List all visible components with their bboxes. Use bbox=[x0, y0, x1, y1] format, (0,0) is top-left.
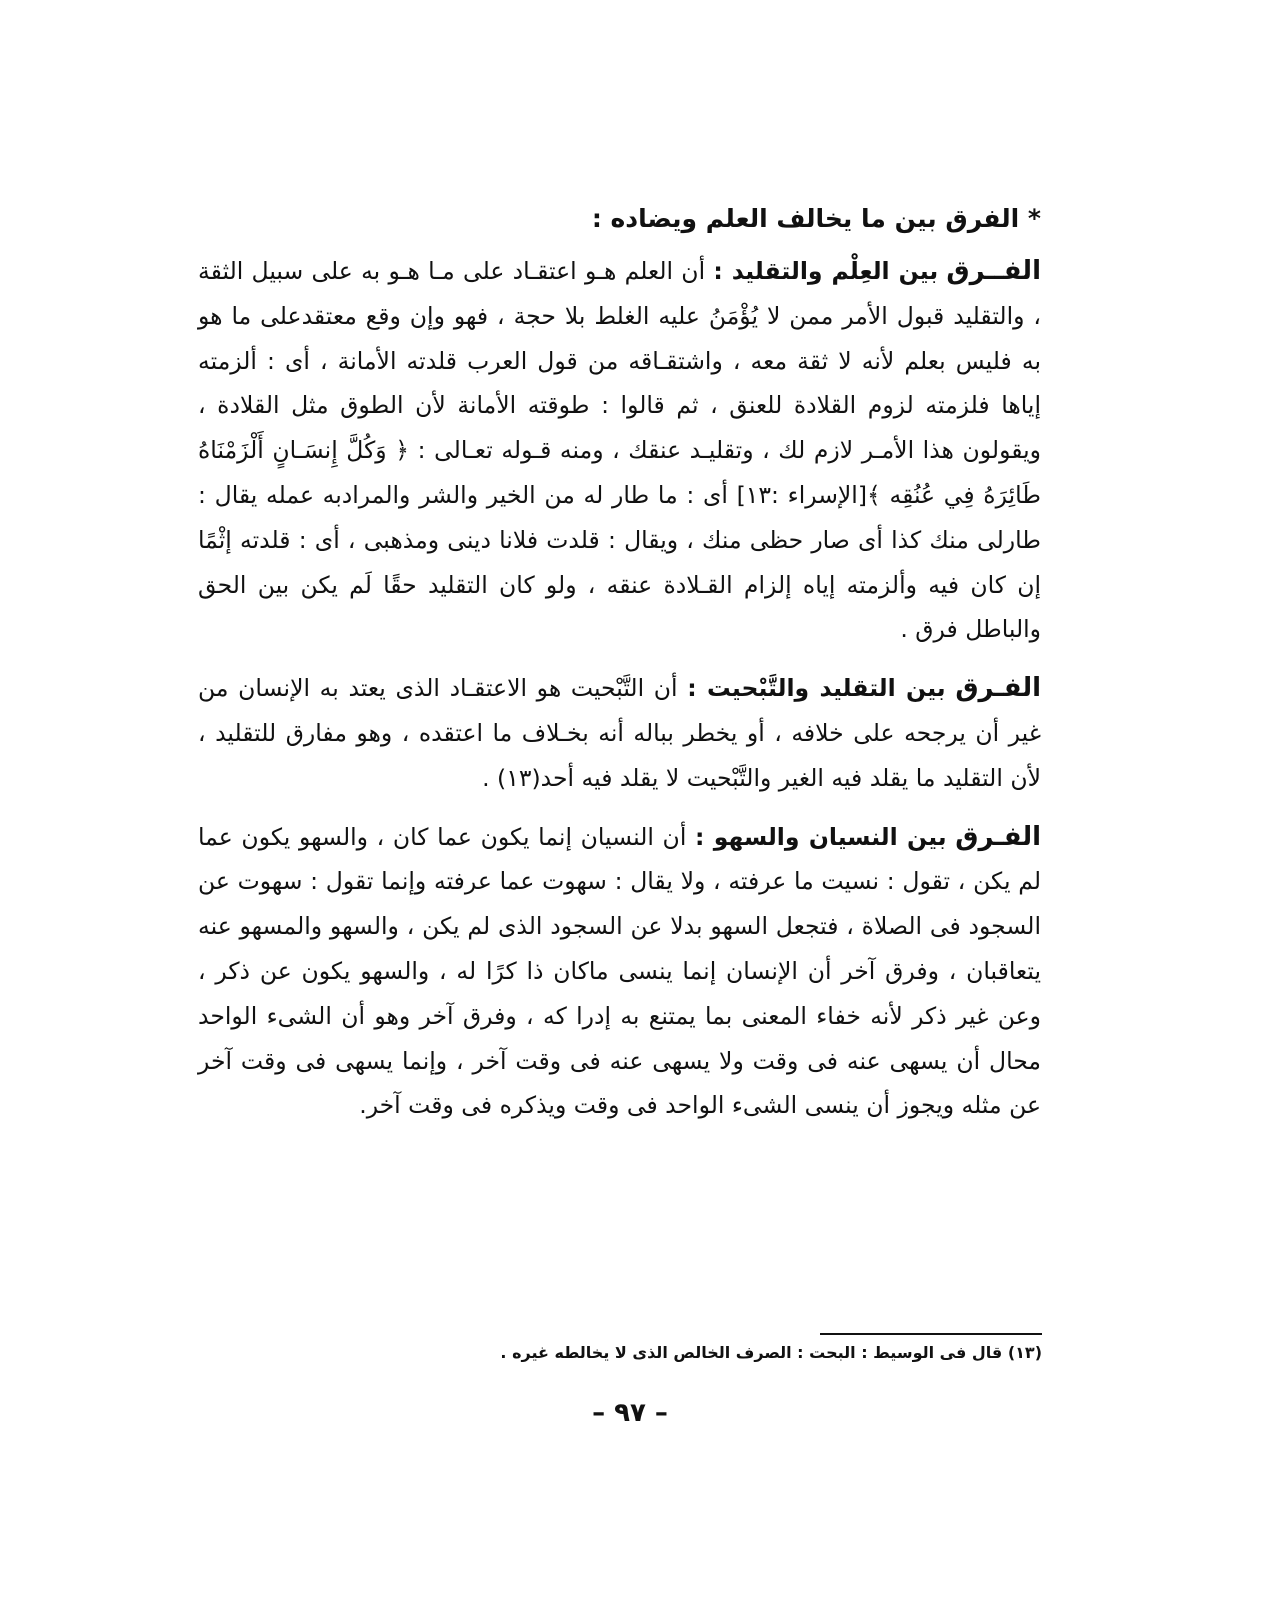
footnote: (١٣) قال فى الوسيط : البحت : الصرف الخالص الذى لا يخالطه غيره . bbox=[500, 1343, 1042, 1362]
section-heading: * الفرق بين ما يخالف العلم ويضاده : bbox=[591, 204, 1041, 233]
paragraph-imitation-tabhit bbox=[198, 666, 1041, 800]
footnote-divider bbox=[820, 1333, 1042, 1335]
main-text bbox=[198, 197, 1041, 1142]
paragraph-term: بين العِلْم والتقليد : bbox=[713, 257, 939, 285]
paragraph-term: بين النسيان والسهو : bbox=[695, 822, 947, 851]
paragraph-knowledge-imitation bbox=[198, 249, 1041, 652]
paragraph-body: أن النسيان إنما يكون عما كان ، والسهو يكون عما لم يكن ، تقول : نسيت ما عرفته ، ولا يقال : سهوت عما عرفته وإنما تقول : سهوت عن السجود فى الصلاة ، فتجعل السهو بدلا عن السجود الذى لم يكن ، والسهو والمسهو عنه يتعاقبان ، وفرق آخر أن الإنسان إنما ينسى ماكان ذا كرًا له ، والسهو يكون عن ذكر ، وعن غير ذكر لأنه خفاء المعنى بما يمتنع به إدرا كه ، وفرق آخر وهو أن الشىء الواحد محال أن يسهى عنه فى وقت ولا يسهى عنه فى وقت آخر ، وإنما يسهى فى وقت آخر عن مثله ويجوز أن ينسى الشىء الواحد فى وقت ويذكره فى وقت آخر. bbox=[198, 822, 1041, 1120]
paragraph-term: بين التقليد والتَّبْحيت : bbox=[687, 674, 946, 703]
paragraph-forgetting-oversight bbox=[198, 815, 1041, 1129]
paragraph-body: أن العلم هـو اعتقـاد على مـا هـو به على سبيل الثقة ، والتقليد قبول الأمر ممن لا يُؤْمَنُ عليه الغلط بلا حجة ، فهو وإن وقع معتقدعلى ما هو به فليس بعلم لأنه لا ثقة معه ، واشتقـاقه من قول العرب قلدته الأمانة ، أى : ألزمته إياها فلزمته لزوم القلادة للعنق ، ثم قالوا : طوقته الأمانة لأن الطوق مثل القلادة ، ويقولون هذا الأمـر لازم لك ، وتقليـد عنقك ، ومنه قـوله تعـالى : ﴿ وَكُلَّ إِنسَـانٍ أَلْزَمْنَاهُ طَائِرَهُ فِي عُنُقِه ﴾[الإسراء :١٣] أى : ما طار له من الخير والشر والمرادبه عمله يقال : طارلى منك كذا أى صار حظى منك ، ويقال : قلدت فلانا دينى ومذهبى ، أى : قلدته إثْمًا إن كان فيه وألزمته إياه إلزام القـلادة عنقه ، ولو كان التقليد حقًا لَم يكن بين الحق والباطل فرق . bbox=[198, 257, 1041, 644]
paragraph-body: أن التَّبْحيت هو الاعتقـاد الذى يعتد به الإنسان من غير أن يرجحه على خلافه ، أو يخطر بباله أنه بخـلاف ما اعتقده ، وهو مفارق للتقليد ، لأن التقليد ما يقلد فيه الغير والتَّبْحيت لا يقلد فيه أحد(١٣) . bbox=[198, 674, 1041, 792]
paragraph-lead: الفـرق bbox=[955, 821, 1041, 852]
paragraph-lead: الفــرق bbox=[946, 256, 1041, 286]
paragraph-lead: الفـرق bbox=[955, 673, 1042, 704]
page-number: – ٩٧ – bbox=[592, 1398, 668, 1428]
